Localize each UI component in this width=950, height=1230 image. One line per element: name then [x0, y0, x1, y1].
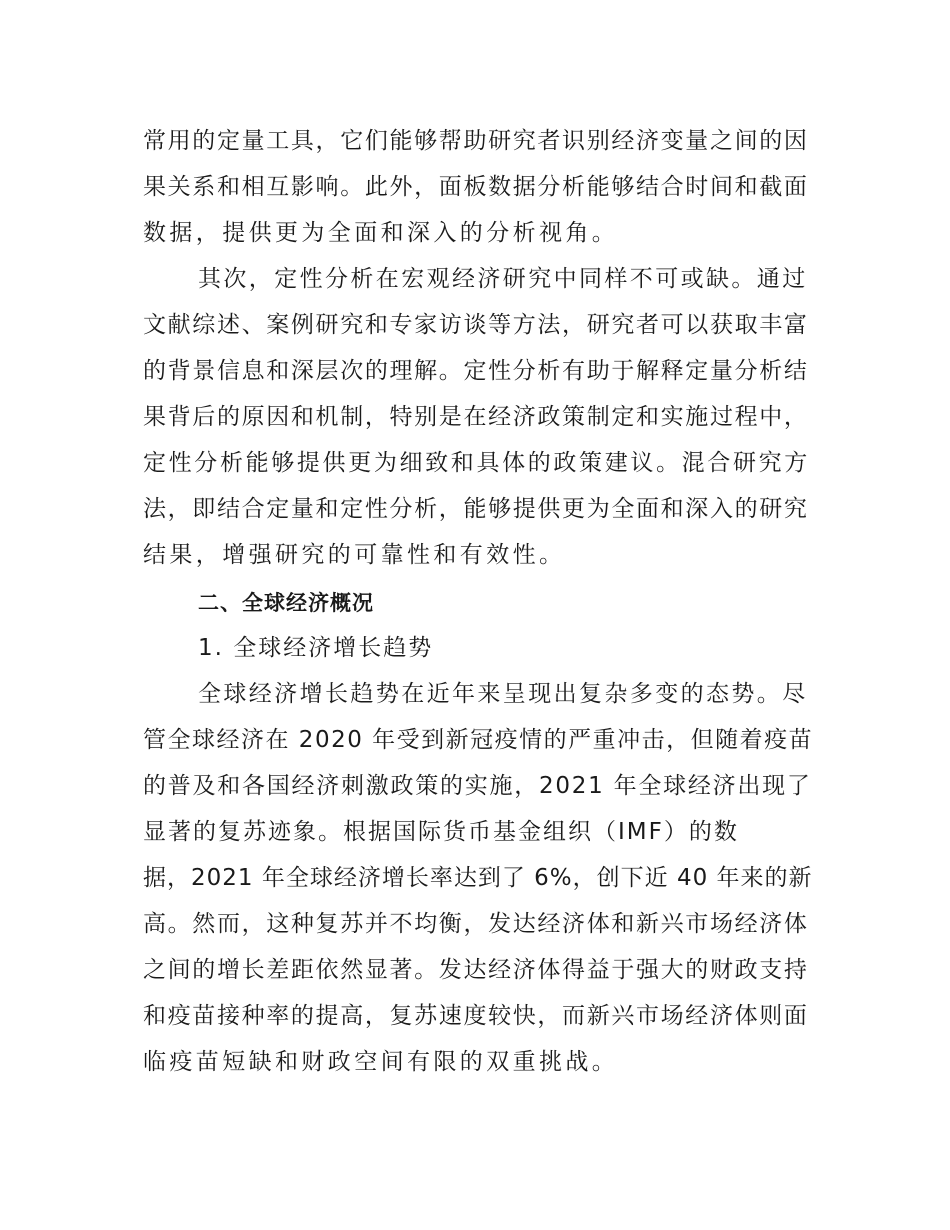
body-text-line: 的背景信息和深层次的理解。定性分析有助于解释定量分析结 — [143, 358, 809, 384]
body-text-line: 之间的增长差距依然显著。发达经济体得益于强大的财政支持 — [143, 957, 809, 983]
body-text-line: 的普及和各国经济刺激政策的实施，2021 年全球经济出现了 — [143, 773, 812, 799]
body-text-line: 临疫苗短缺和财政空间有限的双重挑战。 — [143, 1049, 619, 1075]
body-text-line: 据，2021 年全球经济增长率达到了 6%，创下近 40 年来的新 — [143, 865, 813, 891]
body-text-line: 定性分析能够提供更为细致和具体的政策建议。混合研究方 — [143, 450, 810, 476]
body-text-line: 果关系和相互影响。此外，面板数据分析能够结合时间和截面 — [143, 174, 809, 200]
body-text-line: 常用的定量工具，它们能够帮助研究者识别经济变量之间的因 — [143, 128, 809, 154]
body-text-line: 显著的复苏迹象。根据国际货币基金组织（IMF）的数 — [143, 819, 739, 845]
section-heading: 二、全球经济概况 — [198, 591, 374, 615]
body-text-line: 结果，增强研究的可靠性和有效性。 — [143, 542, 566, 568]
body-text-line: 文献综述、案例研究和专家访谈等方法，研究者可以获取丰富 — [143, 312, 809, 338]
body-text-line: 全球经济增长趋势在近年来呈现出复杂多变的态势。尽 — [198, 681, 808, 707]
body-text-line: 果背后的原因和机制，特别是在经济政策制定和实施过程中， — [143, 404, 809, 430]
subsection-heading: 1. 全球经济增长趋势 — [198, 635, 434, 661]
body-text-line: 和疫苗接种率的提高，复苏速度较快，而新兴市场经济体则面 — [143, 1003, 809, 1029]
body-text-line: 高。然而，这种复苏并不均衡，发达经济体和新兴市场经济体 — [143, 911, 809, 937]
body-text-line: 法，即结合定量和定性分析，能够提供更为全面和深入的研究 — [143, 496, 809, 522]
body-text-line: 其次，定性分析在宏观经济研究中同样不可或缺。通过 — [198, 266, 808, 292]
body-text-line: 数据，提供更为全面和深入的分析视角。 — [143, 220, 619, 246]
body-text-line: 管全球经济在 2020 年受到新冠疫情的严重冲击，但随着疫苗 — [143, 727, 814, 753]
